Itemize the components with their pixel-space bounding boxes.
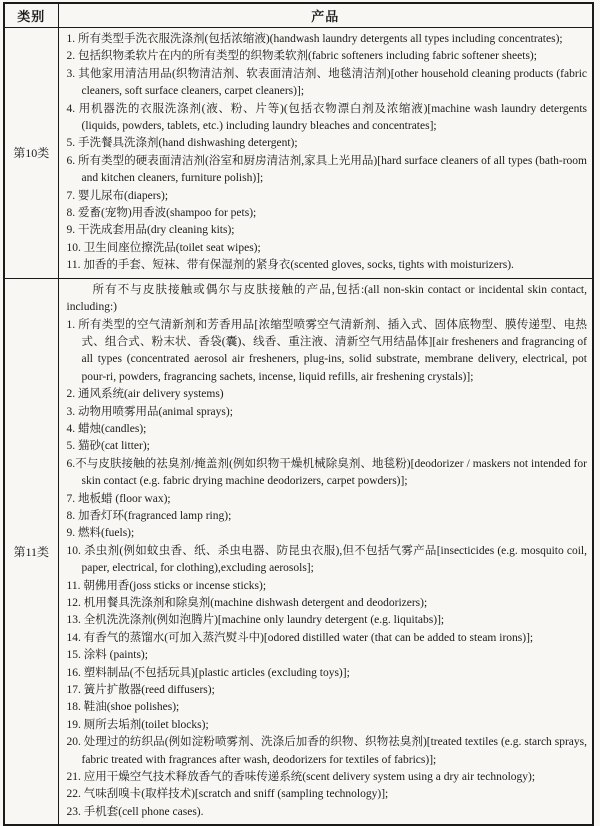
product-item: 9. 燃料(fuels); <box>66 527 135 540</box>
product-item: 15. 涂料 (paints); <box>66 649 148 662</box>
product-item: 3. 其他家用清洁用品(织物清洁剂、软表面清洁剂、地毯清洁剂)[other household cleaning products (fabric cleaners, soft surface cleaners, carpet cleaners)]; <box>66 67 587 98</box>
product-item: 3. 动物用喷雾用品(animal sprays); <box>66 405 233 418</box>
table-row-class10 <box>4 28 593 279</box>
product-item: 5. 手洗餐具洗涤剂(hand dishwashing detergent); <box>66 137 298 150</box>
product-item: 4. 用机器洗的衣服洗涤剂(液、粉、片等)(包括衣物漂白剂及浓缩液)[machine wash laundry detergents (liquids, powders, tablets, etc.) including laundry bleaches and concentrates]; <box>66 102 587 133</box>
product-item: 1. 所有类型的空气清新剂和芳香用品[浓缩型喷雾空气清新剂、插入式、固体底物型、膜传递型、电热式、组合式、粉末状、香袋(囊)、线香、重注液、清新空气用结晶体][air fresheners and fragrancing of all types (concentrated aerosol air fresheners, plug-ins, solid substrate, membrane delivery, electrical, pot pour-ri, powders, fragrancing sachets, incense, liquid refills, air freshening crystals)]; <box>66 318 587 383</box>
product-item: 7. 婴儿尿布(diapers); <box>66 189 169 202</box>
product-item: 6.不与皮肤接触的祛臭剂/掩盖剂(例如织物干燥机械除臭剂、地毯粉)[deodorizer / maskers not intended for skin contact (e.g. fabric drying machine deodorizers, carpet powders)]; <box>66 457 587 488</box>
product-item: 6. 所有类型的硬表面清洁剂(浴室和厨房清洁剂,家具上光用品)[hard surface cleaners of all types (bath-room and kitchen cleaners, furniture polish)]; <box>66 154 587 185</box>
product-list-class10 <box>67 31 588 275</box>
product-cell-class10 <box>58 28 593 279</box>
product-item: 2. 通风系统(air delivery systems) <box>66 388 224 401</box>
product-item: 10. 卫生间座位擦洗品(toilet seat wipes); <box>66 241 261 254</box>
category-label-class11: 第11类 <box>4 278 58 825</box>
product-item: 21. 应用干燥空气技术释放香气的香味传递系统(scent delivery system using a dry air technology); <box>66 771 536 784</box>
product-item: 23. 手机套(cell phone cases). <box>66 805 204 818</box>
product-item: 4. 蜡烛(candles); <box>66 422 147 435</box>
product-item: 7. 地板蜡 (floor wax); <box>66 492 171 505</box>
product-item: 2. 包括织物柔软片在内的所有类型的织物柔软剂(fabric softeners including fabric softener sheets); <box>66 50 537 63</box>
product-item: 19. 厕所去垢剂(toilet blocks); <box>66 718 209 731</box>
column-header-product: 产品 <box>58 3 593 28</box>
column-header-category: 类别 <box>4 3 58 28</box>
table-row-class11 <box>4 278 593 825</box>
product-item: 22. 气味刮嗅卡(取样技术)[scratch and sniff (sampling technology)]; <box>66 788 389 801</box>
product-item: 8. 加香灯环(fragranced lamp ring); <box>66 509 232 522</box>
product-item: 9. 干洗成套用品(dry cleaning kits); <box>66 224 235 237</box>
product-item: 5. 猫砂(cat litter); <box>66 440 150 453</box>
product-item: 13. 全机洗洗涤剂(例如泡腾片)[machine only laundry detergent (e.g. liquitabs)]; <box>66 614 445 627</box>
product-item: 11. 朝佛用香(joss sticks or incense sticks); <box>66 579 267 592</box>
product-list-class11 <box>67 317 588 822</box>
product-item: 1. 所有类型手洗衣服洗涤剂(包括浓缩液)(handwash laundry detergents all types including concentrates); <box>66 33 563 45</box>
product-item: 11. 加香的手套、短袜、带有保湿剂的紧身衣(scented gloves, socks, tights with moisturizers). <box>66 259 514 272</box>
product-item: 8. 爱畜(宠物)用香波(shampoo for pets); <box>66 207 257 220</box>
category-label-class10: 第10类 <box>4 28 58 279</box>
product-item: 10. 杀虫剂(例如蚊虫香、纸、杀虫电器、防昆虫衣服),但不包括气雾产品[insecticides (e.g. mosquito coil, paper, electrical, for clothing),excluding aerosols]; <box>66 544 587 575</box>
product-item: 14. 有香气的蒸馏水(可加入蒸汽熨斗中)[odored distilled water (that can be added to steam irons)]; <box>66 631 534 644</box>
product-item: 12. 机用餐具洗涤剂和除臭剂(machine dishwash detergent and deodorizers); <box>66 597 428 609</box>
product-cell-class11 <box>58 278 593 825</box>
product-item: 16. 塑料制品(不包括玩具)[plastic articles (excluding toys)]; <box>66 666 350 679</box>
header-row <box>4 3 593 28</box>
product-item: 20. 处理过的纺织品(例如淀粉喷雾剂、洗涤后加香的织物、织物祛臭剂)[treated textiles (e.g. starch sprays, fabric treated with fragrances after wash, deodorizers for textiles of fabrics)]; <box>66 736 587 766</box>
product-item: 17. 簧片扩散器(reed diffusers); <box>66 684 215 697</box>
product-category-table <box>3 2 594 826</box>
intro-text: 所有不与皮肤接触或偶尔与皮肤接触的产品,包括:(all non-skin contact or incidental skin contact, including:) <box>66 283 587 314</box>
product-item: 18. 鞋油(shoe polishes); <box>66 701 180 714</box>
